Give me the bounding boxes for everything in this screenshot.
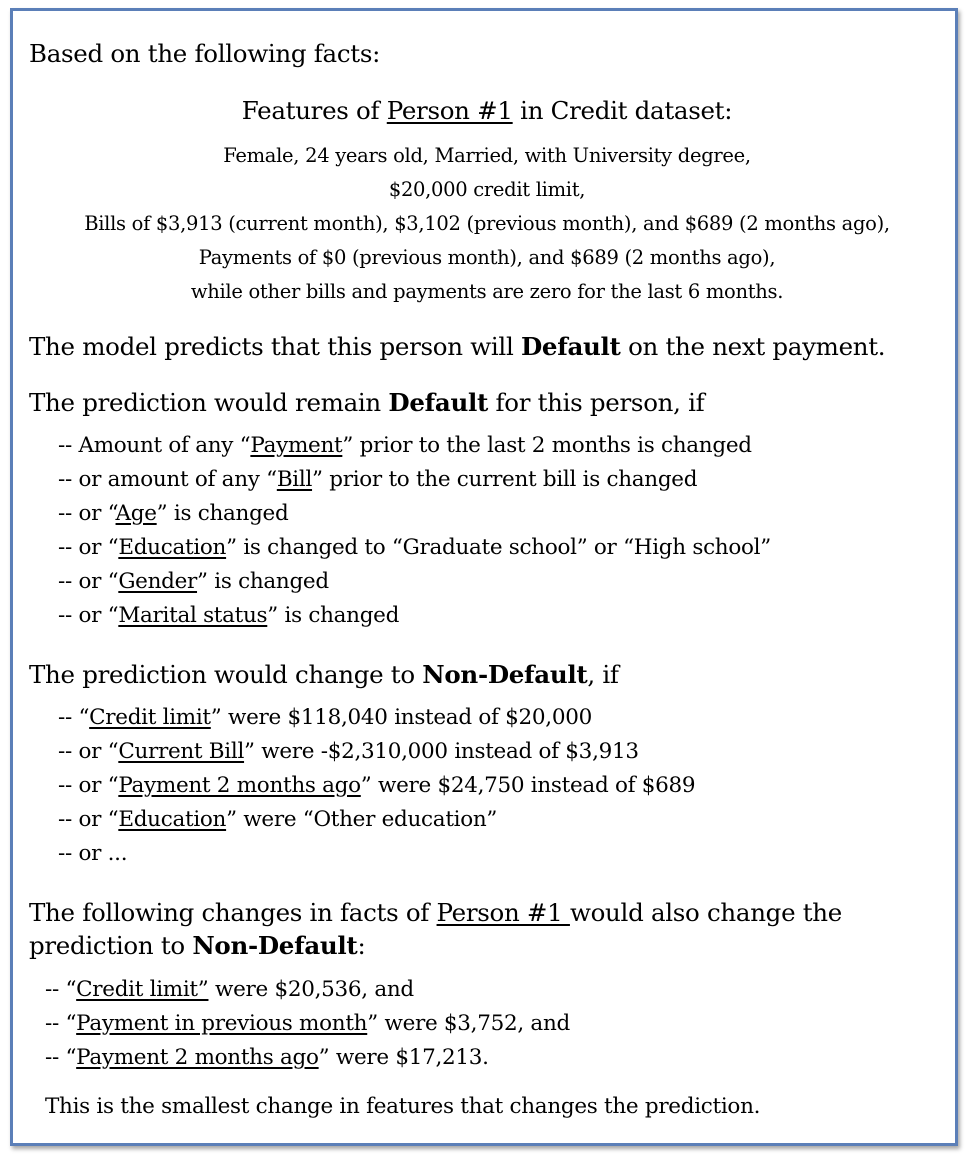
feature-line: Payments of $0 (previous month), and $689 (2 months ago), bbox=[198, 246, 776, 269]
feature-line: $20,000 credit limit, bbox=[388, 178, 586, 201]
change-item: -- or ... bbox=[58, 841, 128, 866]
remain-heading: The prediction would remain Default for this person, if bbox=[29, 388, 705, 417]
closing-note: This is the smallest change in features that changes the prediction. bbox=[45, 1094, 761, 1119]
combined-heading-line1: The following changes in facts of Person #1 would also change the bbox=[29, 898, 842, 927]
person-link: Person #1 bbox=[386, 96, 513, 125]
change-item: -- or “Current Bill” were -$2,310,000 instead of $3,913 bbox=[58, 739, 639, 764]
remain-item: -- or “Education” is changed to “Graduate school” or “High school” bbox=[58, 535, 771, 560]
feature-line: Female, 24 years old, Married, with University degree, bbox=[223, 144, 751, 167]
remain-item: -- or amount of any “Bill” prior to the current bill is changed bbox=[58, 467, 698, 492]
remain-item: -- Amount of any “Payment” prior to the last 2 months is changed bbox=[58, 433, 752, 458]
change-item: -- “Credit limit” were $118,040 instead of $20,000 bbox=[58, 705, 592, 730]
combined-item: -- “Payment 2 months ago” were $17,213. bbox=[45, 1045, 489, 1070]
remain-item: -- or “Age” is changed bbox=[58, 501, 289, 526]
change-item: -- or “Education” were “Other education” bbox=[58, 807, 498, 832]
combined-heading-line2: prediction to Non-Default: bbox=[29, 931, 366, 960]
remain-item: -- or “Marital status” is changed bbox=[58, 603, 400, 628]
remain-item: -- or “Gender” is changed bbox=[58, 569, 329, 594]
feature-line: while other bills and payments are zero for the last 6 months. bbox=[190, 280, 784, 303]
intro-text: Based on the following facts: bbox=[29, 39, 381, 68]
prediction-label: Default bbox=[520, 332, 621, 361]
person-heading: Features of Person #1 in Credit dataset: bbox=[241, 96, 733, 125]
feature-line: Bills of $3,913 (current month), $3,102 (previous month), and $689 (2 months ago), bbox=[84, 212, 890, 235]
change-item: -- or “Payment 2 months ago” were $24,750 instead of $689 bbox=[58, 773, 696, 798]
change-heading: The prediction would change to Non-Default, if bbox=[29, 660, 619, 689]
prediction-statement: The model predicts that this person will Default on the next payment. bbox=[29, 332, 886, 361]
explanation-panel bbox=[10, 8, 958, 1146]
combined-item: -- “Credit limit” were $20,536, and bbox=[45, 977, 414, 1002]
combined-item: -- “Payment in previous month” were $3,752, and bbox=[45, 1011, 570, 1036]
